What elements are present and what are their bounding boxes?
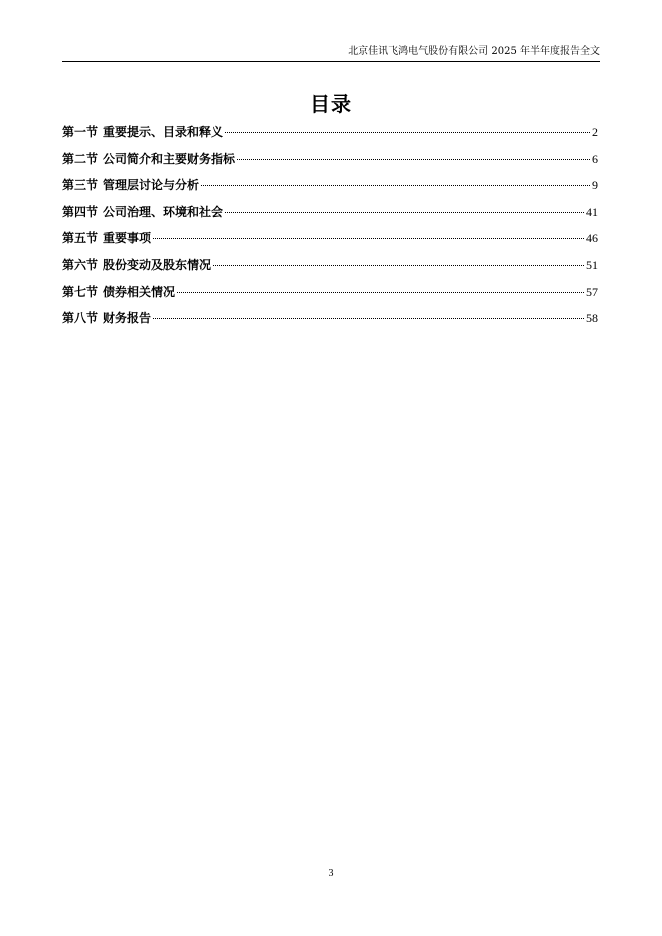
toc-chapter: 第六节 <box>62 257 99 272</box>
toc-page-number: 58 <box>586 311 598 326</box>
toc-chapter: 第八节 <box>62 311 99 326</box>
toc-entry-4[interactable] <box>62 203 598 230</box>
toc-chapter: 第七节 <box>62 284 99 299</box>
page-header <box>62 46 600 62</box>
toc-page-number: 51 <box>586 257 598 272</box>
toc-entry-title: 股份变动及股东情况 <box>103 257 212 272</box>
toc-entry-title: 债券相关情况 <box>103 284 176 299</box>
toc-chapter: 第三节 <box>62 178 99 193</box>
toc-entry-3[interactable] <box>62 176 598 203</box>
toc-chapter: 第二节 <box>62 151 99 166</box>
toc-chapter: 第五节 <box>62 231 99 246</box>
toc-entry-title: 管理层讨论与分析 <box>103 178 200 193</box>
toc-entry-title: 重要提示、目录和释义 <box>103 125 224 139</box>
toc-page-number: 9 <box>592 178 598 193</box>
toc-page-number: 2 <box>592 125 598 139</box>
header-text: 北京佳讯飞鸿电气股份有限公司 2025 年半年度报告全文 <box>348 46 600 57</box>
toc-page-number: 41 <box>586 204 598 219</box>
toc-entry-title: 重要事项 <box>103 231 152 246</box>
table-of-contents <box>62 123 598 336</box>
dot-leader <box>225 132 590 133</box>
dot-leader <box>225 212 584 213</box>
toc-chapter: 第四节 <box>62 204 99 219</box>
toc-entry-8[interactable] <box>62 309 598 336</box>
toc-entry-5[interactable] <box>62 229 598 256</box>
dot-leader <box>153 238 584 239</box>
toc-chapter: 第一节 <box>62 125 99 139</box>
toc-entry-7[interactable] <box>62 283 598 310</box>
page-number: 3 <box>328 868 334 879</box>
toc-entry-title: 公司简介和主要财务指标 <box>103 151 236 166</box>
toc-page-number: 6 <box>592 151 598 166</box>
toc-entry-2[interactable] <box>62 150 598 177</box>
dot-leader <box>201 185 590 186</box>
toc-page-number: 46 <box>586 231 598 246</box>
toc-page-number: 57 <box>586 284 598 299</box>
toc-entry-title: 财务报告 <box>103 311 152 326</box>
dot-leader <box>177 292 584 293</box>
dot-leader <box>237 159 590 160</box>
toc-entry-title: 公司治理、环境和社会 <box>103 204 224 219</box>
dot-leader <box>213 265 584 266</box>
dot-leader <box>153 318 584 319</box>
toc-entry-1[interactable] <box>62 123 598 150</box>
toc-entry-6[interactable] <box>62 256 598 283</box>
toc-title: 目录 <box>310 92 352 116</box>
